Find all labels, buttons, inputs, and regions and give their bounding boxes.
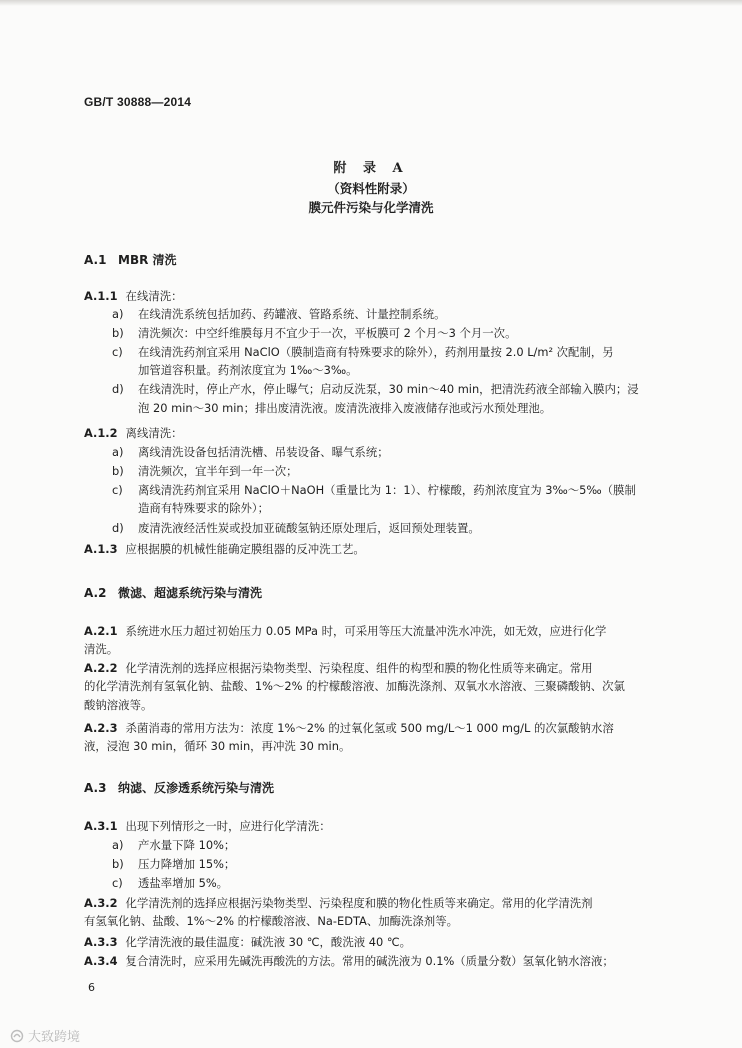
list-text-continued: 泡 20 min～30 min；排出废清洗液。废清洗液排入废液储存池或污水预处理池。 — [138, 401, 552, 415]
clause-text-continued: 清洗。 — [84, 642, 119, 656]
list-text: 清洗频次，宜半年到一年一次； — [138, 464, 298, 478]
standard-code: GB/T 30888—2014 — [84, 95, 192, 109]
clause-text: 化学清洗剂的选择应根据污染物类型、污染程度、组件的构型和膜的物化性质等来确定。常用 — [125, 661, 593, 675]
clause-number: A.2.3 — [84, 721, 118, 735]
list-marker: b) — [112, 326, 124, 340]
clause-a12 — [84, 425, 183, 442]
annex-name: 膜元件污染与化学清洗 — [308, 200, 434, 215]
clause-text: 出现下列情形之一时，应进行化学清洗： — [125, 819, 331, 833]
list-marker: c) — [112, 483, 123, 497]
clause-text: 杀菌消毒的常用方法为：浓度 1%～2% 的过氧化氢或 500 mg/L～1 000 mg/L 的次氯酸钠水溶 — [125, 721, 614, 735]
clause-number: A.3.3 — [84, 935, 118, 949]
list-item — [112, 444, 389, 461]
list-item — [112, 325, 516, 342]
annex-title: 附 录 A — [333, 161, 409, 176]
list-item — [112, 520, 480, 537]
list-marker: c) — [112, 876, 123, 890]
list-text: 废清洗液经活性炭或投加亚硫酸氢钠还原处理后，返回预处理装置。 — [138, 521, 480, 535]
list-marker: c) — [112, 345, 123, 359]
list-marker: d) — [112, 521, 124, 535]
clause-text: 在线清洗： — [125, 289, 183, 303]
clause-text: 复合清洗时，应采用先碱洗再酸洗的方法。常用的碱洗液为 0.1%（质量分数）氢氧化钠水溶液； — [125, 954, 614, 968]
clause-a34 — [84, 953, 614, 970]
list-text: 离线清洗药剂宜采用 NaClO＋NaOH（重量比为 1：1）、柠檬酸，药剂浓度宜为 3‰～5‰（膜制 — [138, 483, 636, 497]
clause-number: A.1.3 — [84, 542, 118, 556]
clause-text: 离线清洗： — [125, 426, 183, 440]
section-title: 微滤、超滤系统污染与清洗 — [118, 586, 263, 600]
watermark — [10, 1026, 80, 1045]
annex-type: （资料性附录） — [327, 181, 415, 196]
list-text: 压力降增加 15%； — [138, 857, 236, 871]
section-title: 纳滤、反渗透系统污染与清洗 — [118, 781, 275, 795]
list-marker: d) — [112, 382, 124, 396]
clause-text: 化学清洗剂的选择应根据污染物类型、污染程度和膜的物化性质等来确定。常用的化学清洗剂 — [125, 896, 593, 910]
list-item — [112, 306, 446, 323]
clause-a13 — [84, 541, 365, 558]
list-item — [112, 381, 639, 398]
clause-number: A.3.2 — [84, 896, 118, 910]
scan-edge — [0, 0, 742, 6]
list-text: 在线清洗系统包括加药、药罐液、管路系统、计量控制系统。 — [138, 307, 446, 321]
clause-number: A.2.2 — [84, 661, 118, 675]
list-marker: b) — [112, 464, 124, 478]
list-text: 在线清洗药剂宜采用 NaClO（膜制造商有特殊要求的除外），药剂用量按 2.0 L/m² 次配制，另 — [138, 345, 614, 359]
list-item — [112, 856, 235, 873]
clause-a31 — [84, 818, 331, 835]
section-heading-a1 — [84, 251, 177, 268]
clause-number: A.3.4 — [84, 954, 118, 968]
clause-a11 — [84, 288, 183, 305]
clause-a33 — [84, 934, 411, 951]
clause-text-continued: 液，浸泡 30 min，循环 30 min，再冲洗 30 min。 — [84, 739, 351, 753]
clause-a21 — [84, 623, 606, 640]
clause-a22 — [84, 660, 593, 677]
list-text: 离线清洗设备包括清洗槽、吊装设备、曝气系统； — [138, 445, 389, 459]
list-item — [112, 875, 228, 892]
section-number: A.1 — [84, 253, 107, 267]
clause-number: A.3.1 — [84, 819, 118, 833]
clause-text-continued: 酸钠溶液等。 — [84, 698, 153, 712]
clause-text-continued: 有氢氧化钠、盐酸、1%～2% 的柠檬酸溶液、Na-EDTA、加酶洗涤剂等。 — [84, 914, 458, 928]
clause-text: 系统进水压力超过初始压力 0.05 MPa 时，可采用等压大流量冲洗水冲洗，如无效，应进行化学 — [125, 624, 607, 638]
clause-number: A.1.2 — [84, 426, 118, 440]
list-marker: b) — [112, 857, 124, 871]
section-heading-a3 — [84, 779, 274, 796]
clause-a32 — [84, 895, 593, 912]
list-text: 清洗频次：中空纤维膜每月不宜少于一次，平板膜可 2 个月～3 个月一次。 — [138, 326, 517, 340]
list-text: 透盐率增加 5%。 — [138, 876, 229, 890]
list-marker: a) — [112, 838, 124, 852]
clause-a23 — [84, 720, 614, 737]
list-item — [112, 463, 297, 480]
list-text-continued: 造商有特殊要求的除外）； — [138, 501, 269, 515]
list-text: 产水量下降 10%； — [138, 838, 236, 852]
list-text: 在线清洗时，停止产水，停止曝气；启动反洗泵，30 min～40 min，把清洗药液全部输入膜内；浸 — [138, 382, 639, 396]
list-marker: a) — [112, 307, 124, 321]
watermark-logo-icon — [10, 1029, 24, 1043]
list-marker: a) — [112, 445, 124, 459]
section-title: MBR 清洗 — [118, 253, 177, 267]
list-item — [112, 344, 614, 361]
section-number: A.3 — [84, 781, 107, 795]
clause-number: A.2.1 — [84, 624, 118, 638]
clause-text: 应根据膜的机械性能确定膜组器的反冲洗工艺。 — [125, 542, 365, 556]
list-item — [112, 837, 235, 854]
section-number: A.2 — [84, 586, 107, 600]
watermark-text: 大致跨境 — [28, 1030, 81, 1045]
clause-text-continued: 的化学清洗剂有氢氧化钠、盐酸、1%～2% 的柠檬酸溶液、加酶洗涤剂、双氧水水溶液、三聚磷酸钠、次氯 — [84, 679, 625, 693]
clause-number: A.1.1 — [84, 289, 118, 303]
page-number: 6 — [88, 981, 95, 994]
list-text-continued: 加管道容积量。药剂浓度宜为 1‰～3‰。 — [138, 363, 358, 377]
list-item — [112, 482, 636, 499]
clause-text: 化学清洗液的最佳温度：碱洗液 30 ℃，酸洗液 40 ℃。 — [125, 935, 412, 949]
section-heading-a2 — [84, 584, 262, 601]
